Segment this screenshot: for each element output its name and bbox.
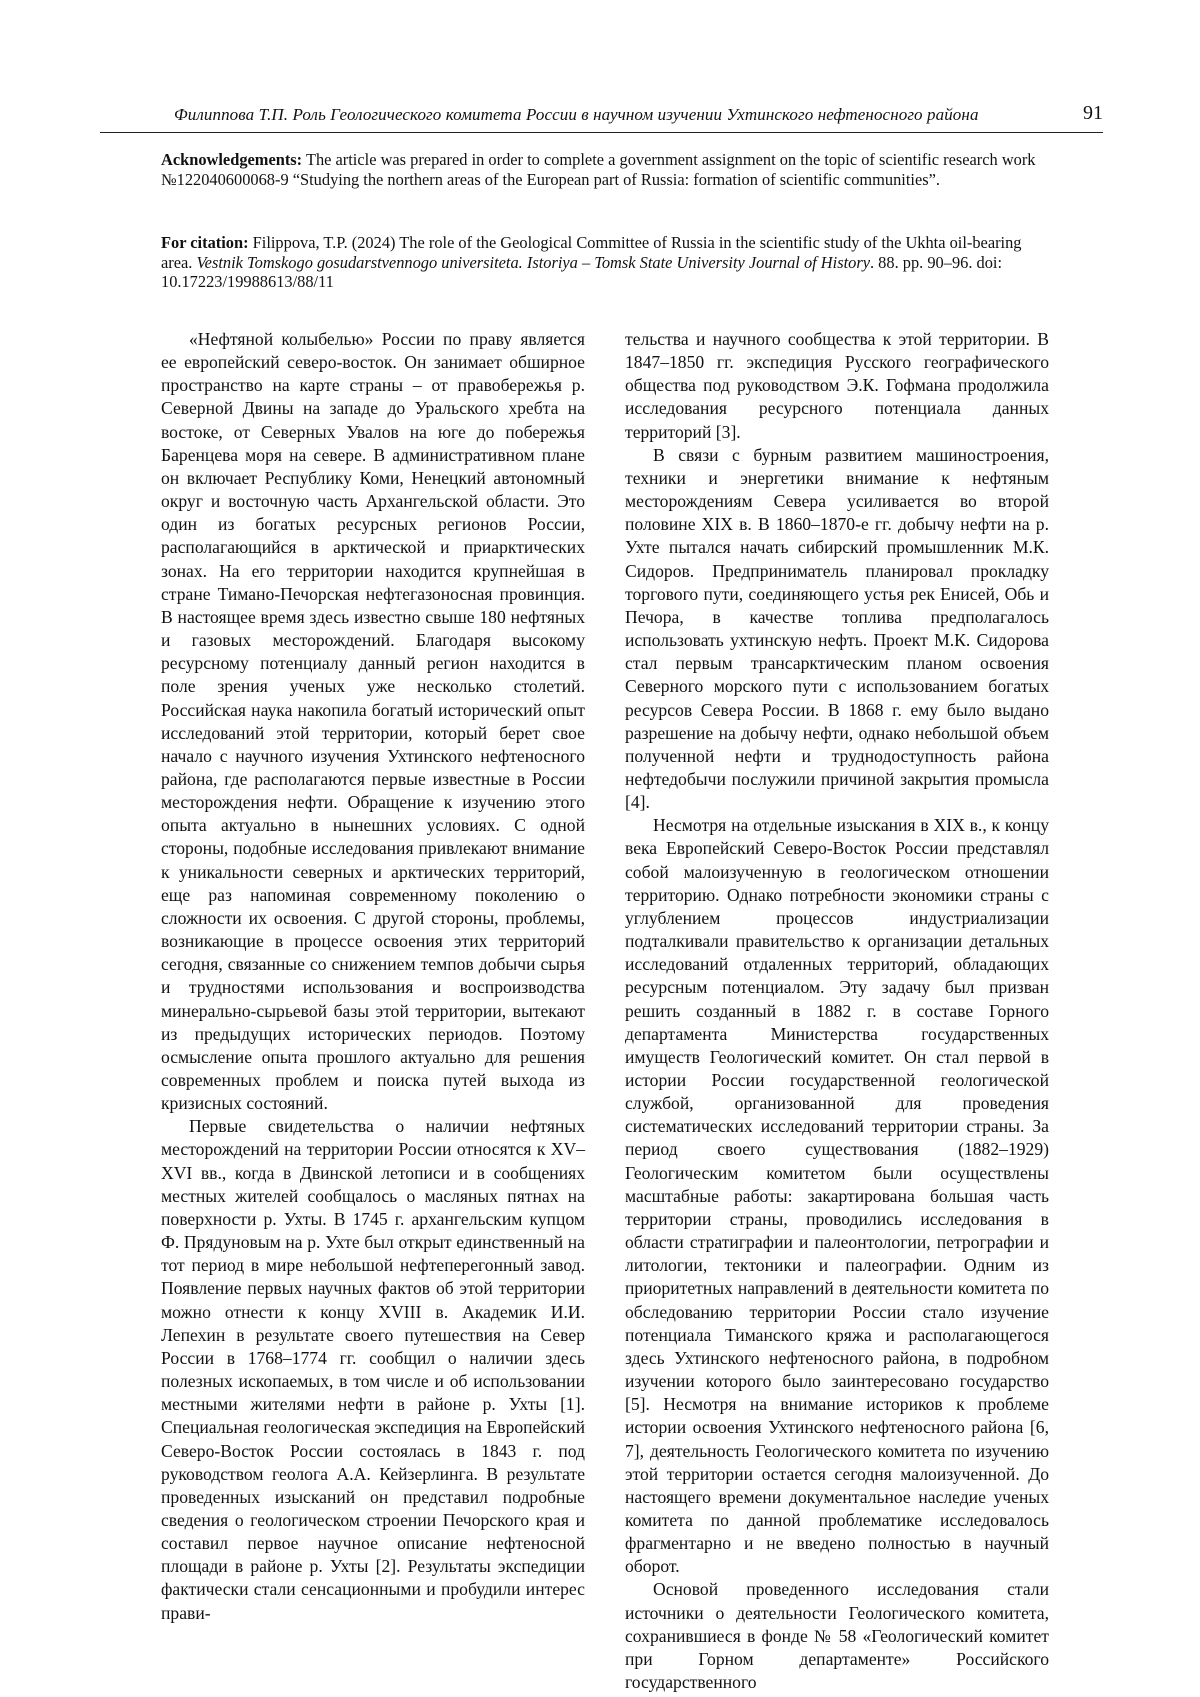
running-title: Филиппова Т.П. Роль Геологического комитета России в научном изучении Ухтинского нефтеносного района: [174, 105, 979, 124]
acknowledgements-label: Acknowledgements:: [161, 150, 303, 169]
citation-text: Filippova, T.P. (2024) The role of the Geological Committee of Russia in the scientific study of the Ukhta oil-bearing area.: [161, 233, 1022, 272]
right-column: [625, 328, 1049, 1694]
running-header: [100, 102, 1103, 133]
page-number: 91: [1083, 102, 1103, 124]
citation-block: [161, 233, 1049, 292]
body-paragraph: В связи с бурным развитием машиностроения, техники и энергетики внимание к нефтяным месторождениям Севера усиливается во второй половине XIX в. В 1860–1870-е гг. добычу нефти на р. Ухте пытался начать сибирский промышленник М.К. Сидоров. Предприниматель планировал прокладку торгового пути, соединяющего устья рек Енисей, Обь и Печора, в качестве топлива предполагалось использовать ухтинскую нефть. Проект М.К. Сидорова стал первым трансарктическим планом освоения Северного морского пути с использованием богатых ресурсов Севера России. В 1868 г. ему было выдано разрешение на добычу нефти, однако небольшой объем полученной нефти и труднодоступность района нефтедобычи послужили причиной закрытия промысла [4].: [625, 444, 1049, 813]
body-paragraph: Несмотря на отдельные изыскания в XIX в., к концу века Европейский Северо-Восток России представлял собой малоизученную в геологическом отношении территорию. Однако потребности экономики страны с углублением процессов индустриализации подталкивали правительство к организации детальных исследований отдаленных территорий, обладающих ресурсным потенциалом. Эту задачу был призван решить созданный в 1882 г. в составе Горного департамента Министерства государственных имуществ Геологический комитет. Он стал первой в истории России государственной геологической службой, организованной для проведения систематических исследований территории страны. За период своего существования (1882–1929) Геологическим комитетом были осуществлены масштабные работы: закартирована большая часть территории страны, проводились исследования в области стратиграфии и палеонтологии, петрографии и литологии, тектоники и палеографии. Одним из приоритетных направлений в деятельности комитета по обследованию территории России стало изучение потенциала Тиманского кряжа и располагающегося здесь Ухтинского нефтеносного района, в подробном изучении которого было заинтересовано государство [5]. Несмотря на внимание историков к проблеме истории освоения Ухтинского нефтеносного района [6, 7], деятельность Геологического комитета по изучению этой территории остается сегодня малоизученной. До настоящего времени документальное наследие ученых комитета по данной проблематике исследовалось фрагментарно и не введено полностью в научный оборот.: [625, 815, 1049, 1577]
acknowledgements-text: The article was prepared in order to complete a government assignment on the topic of scientific research work №122040600068-9 “Studying the northern areas of the European part of Russia: formation of scientific communities”.: [161, 150, 1036, 189]
body-paragraph: Первые свидетельства о наличии нефтяных месторождений на территории России относятся к XV–XVI вв., когда в Двинской летописи и в сообщениях местных жителей сообщалось о масляных пятнах на поверхности р. Ухты. В 1745 г. архангельским купцом Ф. Прядуновым на р. Ухте был открыт единственный на тот период в мире небольшой нефтеперегонный завод. Появление первых научных фактов об этой территории можно отнести к концу XVIII в. Академик И.И. Лепехин в результате своего путешествия на Север России в 1768–1774 гг. сообщил о наличии здесь полезных ископаемых, в том числе и об использовании местными жителями нефти в районе р. Ухты [1]. Специальная геологическая экспедиция на Европейский Северо-Восток России состоялась в 1843 г. под руководством геолога А.А. Кейзерлинга. В результате проведенных изысканий он представил подробные сведения о геологическом строении Печорского края и составил первое научное описание нефтеносной площади в районе р. Ухты [2]. Результаты экспедиции фактически стали сенсационными и пробудили интерес прави-: [161, 1116, 585, 1623]
left-column: [161, 328, 585, 1625]
body-paragraph: тельства и научного сообщества к этой территории. В 1847–1850 гг. экспедиция Русского географического общества под руководством Э.К. Гофмана продолжила исследования ресурсного потенциала данных территорий [3].: [625, 329, 1049, 442]
citation-journal: Vestnik Tomskogo gosudarstvennogo universiteta. Istoriya – Tomsk State University Journal of History: [196, 252, 870, 272]
citation-label: For citation:: [161, 233, 249, 252]
citation-details: . 88. pp. 90–96. doi: 10.17223/19988613/88/11: [161, 252, 1003, 291]
acknowledgements-block: [161, 150, 1049, 189]
body-paragraph: Основой проведенного исследования стали источники о деятельности Геологического комитета, сохранившиеся в фонде № 58 «Геологический комитет при Горном департаменте» Российского государственного: [625, 1579, 1049, 1693]
body-paragraph: «Нефтяной колыбелью» России по праву является ее европейский северо-восток. Он занимает обширное пространство на карте страны – от правобережья р. Северной Двины на западе до Уральского хребта на востоке, от Северных Увалов на юге до побережья Баренцева моря на севере. В административном плане он включает Республику Коми, Ненецкий автономный округ и восточную часть Архангельской области. Это один из богатых ресурсных регионов России, располагающийся в арктической и приарктических зонах. На его территории находится крупнейшая в стране Тимано-Печорская нефтегазоносная провинция. В настоящее время здесь известно свыше 180 нефтяных и газовых месторождений. Благодаря высокому ресурсному потенциалу данный регион находится в поле зрения ученых уже несколько столетий. Российская наука накопила богатый исторический опыт исследований этой территории, который берет свое начало с научного изучения Ухтинского нефтеносного района, где располагаются первые известные в России месторождения нефти. Обращение к изучению этого опыта актуально в нынешних условиях. С одной стороны, подобные исследования привлекают внимание к уникальности северных и арктических территорий, еще раз напоминая современному поколению о сложности их освоения. С другой стороны, проблемы, возникающие в процессе освоения этих территорий сегодня, связанные со снижением темпов добычи сырья и трудностями использования и воспроизводства минерально-сырьевой базы этой территории, вытекают из предыдущих исторических периодов. Поэтому осмысление опыта прошлого актуально для решения современных проблем и поиска путей выхода из кризисных состояний.: [161, 329, 585, 1114]
